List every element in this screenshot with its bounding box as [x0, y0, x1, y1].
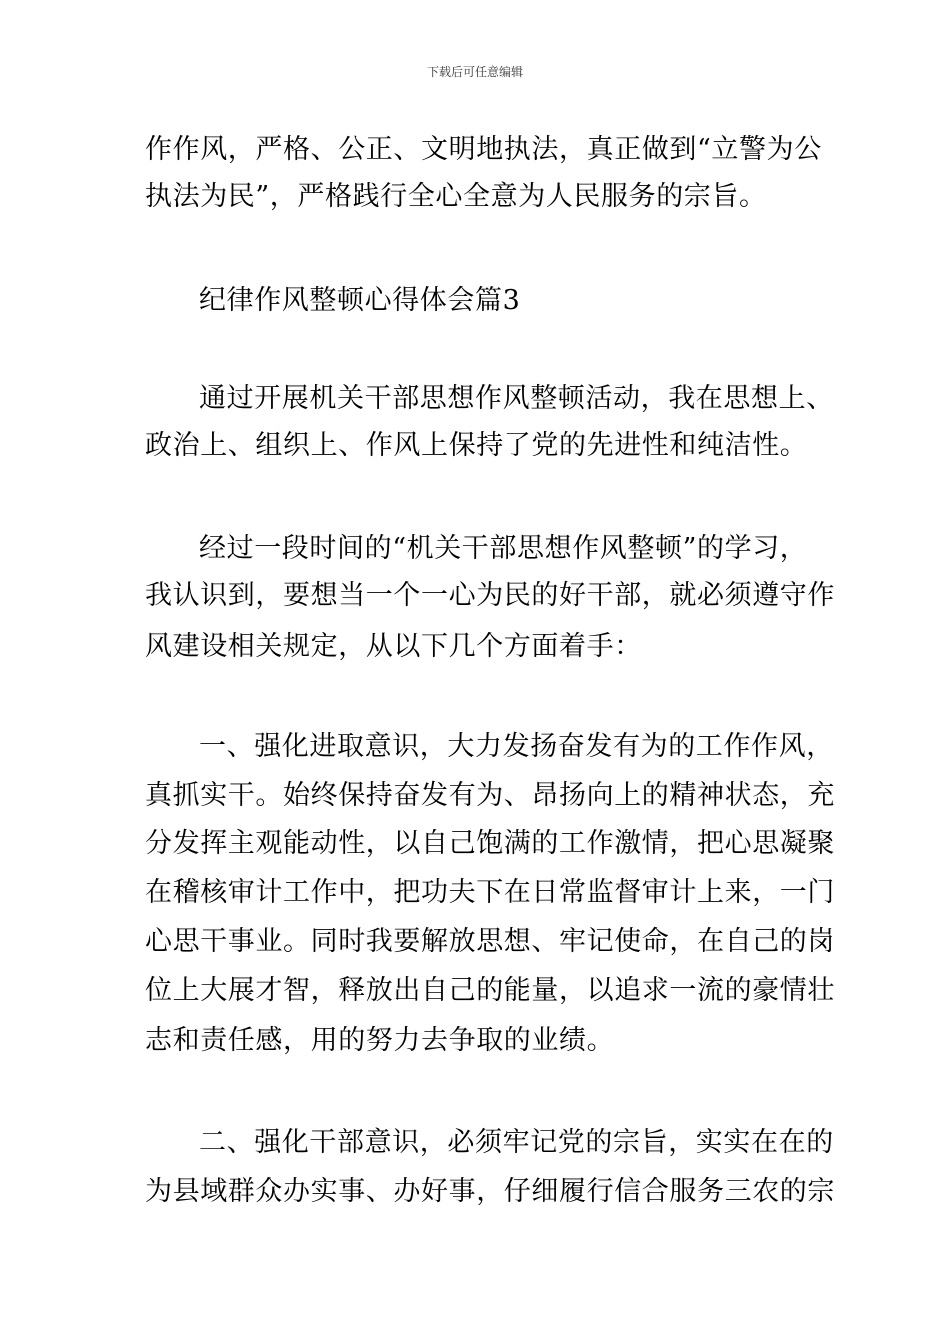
text-line: 作作风，严格、公正、文明地执法，真正做到“立警为公 — [145, 134, 822, 165]
text-line: 经过一段时间的“机关干部思想作风整顿”的学习， — [199, 533, 808, 564]
text-line: 分发挥主观能动性，以自己饱满的工作激情，把心思凝聚 — [145, 828, 835, 859]
text-line: 位上大展才智，释放出自己的能量，以追求一流的豪情壮 — [145, 975, 835, 1006]
text-line: 一、强化进取意识，大力发扬奋发有为的工作作风， — [199, 731, 834, 762]
text-line: 在稽核审计工作中，把功夫下在日常监督审计上来，一门 — [145, 877, 835, 908]
text-line: 志和责任感，用的努力去争取的业绩。 — [145, 1025, 615, 1056]
section-heading: 纪律作风整顿心得体会篇3 — [199, 285, 521, 316]
text-line: 风建设相关规定，从以下几个方面着手： — [145, 631, 642, 662]
text-line: 执法为民”，严格践行全心全意为人民服务的宗旨。 — [145, 181, 767, 212]
text-line: 为县域群众办实事、办好事，仔细履行信合服务三农的宗 — [145, 1176, 835, 1207]
page-header: 下载后可任意编辑 — [426, 65, 523, 79]
text-line: 真抓实干。始终保持奋发有为、昂扬向上的精神状态，充 — [145, 780, 835, 811]
text-line: 二、强化干部意识，必须牢记党的宗旨，实实在在的 — [199, 1127, 834, 1158]
text-line: 心思干事业。同时我要解放思想、牢记使命，在自己的岗 — [145, 926, 835, 957]
text-line: 我认识到，要想当一个一心为民的好干部，就必须遵守作 — [145, 580, 835, 611]
text-line: 通过开展机关干部思想作风整顿活动，我在思想上、 — [199, 383, 834, 414]
text-line: 政治上、组织上、作风上保持了党的先进性和纯洁性。 — [145, 430, 808, 461]
